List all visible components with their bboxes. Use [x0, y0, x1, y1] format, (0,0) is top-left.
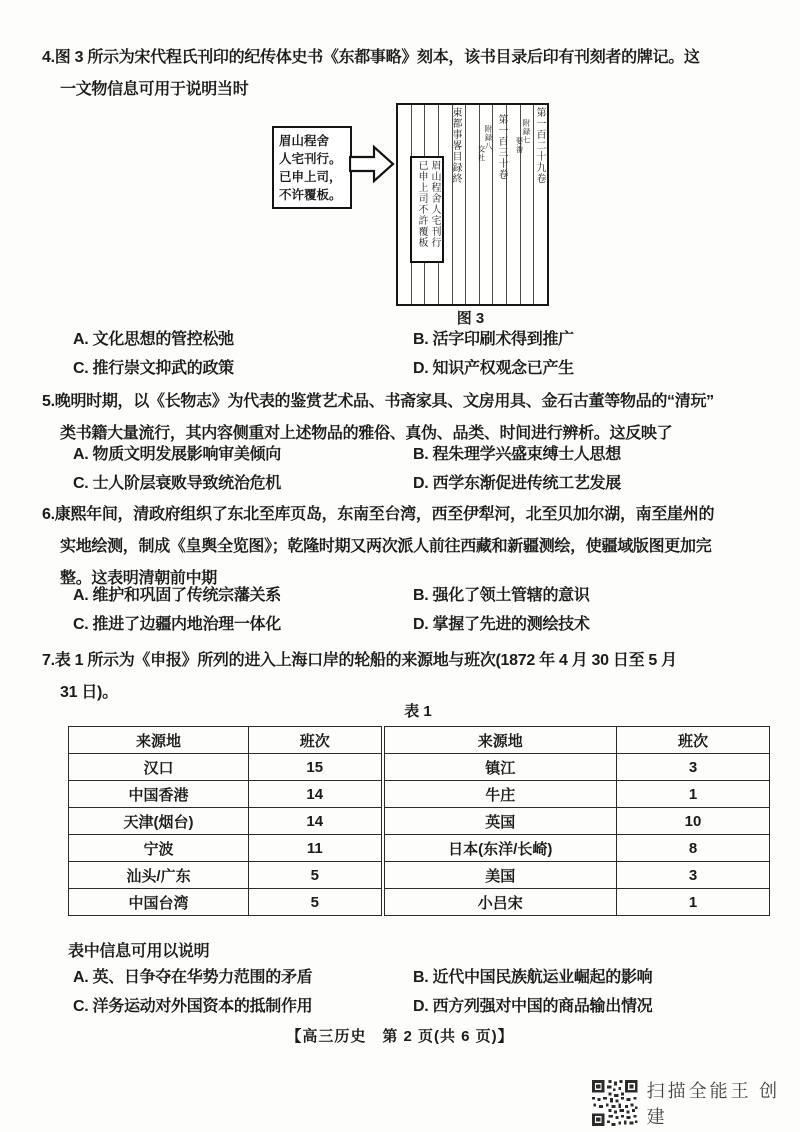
- table-cell: 美国: [383, 862, 617, 889]
- option-b: B. 活字印刷术得到推广: [413, 331, 574, 348]
- table-row: [69, 754, 770, 781]
- stem-line: 实地绘测，制成《皇舆全览图》；乾隆时期又两次派人前往西藏和新疆测绘，使疆域版图更加完: [60, 538, 712, 555]
- publisher-seal-box: [410, 156, 444, 263]
- option-c: C. 洋务运动对外国资本的抵制作用: [73, 998, 313, 1015]
- watermark-text: 扫描全能王 创建: [646, 1081, 781, 1127]
- table-cell: 11: [249, 835, 383, 862]
- figure-3: [265, 100, 565, 330]
- table-cell: 5: [249, 889, 383, 916]
- table-cell: 汕头/广东: [69, 862, 249, 889]
- table-cell: 天津(烟台): [69, 808, 249, 835]
- table-cell: 小吕宋: [383, 889, 617, 916]
- table-cell: 汉口: [69, 754, 249, 781]
- book-column-note: 交社: [477, 145, 486, 162]
- table-cell: 镇江: [383, 754, 617, 781]
- option-a: A. 英、日争夺在华势力范围的矛盾: [73, 969, 313, 986]
- table-header-cell: 来源地: [69, 727, 249, 754]
- figure-caption: 图 3: [456, 310, 485, 327]
- table-cell: 中国台湾: [69, 889, 249, 916]
- table-cell: 宁波: [69, 835, 249, 862]
- callout-line: 人宅刊行。: [279, 152, 342, 166]
- book-column-note: 附録八: [484, 125, 493, 151]
- page-footer: 【高三历史 第 2 页(共 6 页)】: [286, 1028, 514, 1045]
- stem-line: 7.表 1 所示为《申报》所列的进入上海口岸的轮船的来源地与班次(1872 年 4 月 30 日至 5 月: [42, 652, 677, 669]
- book-column-note: 附録七: [522, 119, 531, 145]
- table-cell: 14: [249, 781, 383, 808]
- qr-code-icon: [592, 1080, 638, 1126]
- table-cell: 1: [617, 781, 770, 808]
- option-c: C. 推进了边疆内地治理一体化: [73, 616, 281, 633]
- table-header-cell: 来源地: [383, 727, 617, 754]
- table-header-cell: 班次: [249, 727, 383, 754]
- callout-line: 已申上司，: [279, 170, 342, 184]
- question-5-options: [73, 444, 621, 494]
- book-column-text: 東都事畧目録終: [450, 107, 461, 184]
- option-a: A. 文化思想的管控松弛: [73, 331, 234, 348]
- table-cell: 英国: [383, 808, 617, 835]
- question-4-options: [73, 329, 574, 379]
- block-arrow-right-icon: [349, 144, 395, 189]
- stem-line: 6.康熙年间，清政府组织了东北至库页岛，东南至台湾，西至伊犁河，北至贝加尔湖，南至崖州的: [42, 506, 715, 523]
- table-cell: 中国香港: [69, 781, 249, 808]
- table-cell: 5: [249, 862, 383, 889]
- book-column-text: 第一百三十卷: [496, 114, 507, 180]
- table-cell: 10: [617, 808, 770, 835]
- question-4-stem: [42, 42, 700, 106]
- question-6-options: [73, 585, 590, 635]
- table-cell: 8: [617, 835, 770, 862]
- table-cell: 3: [617, 754, 770, 781]
- table-cell: 15: [249, 754, 383, 781]
- option-b: B. 强化了领土管辖的意识: [413, 587, 590, 604]
- table-row: [69, 862, 770, 889]
- scanner-watermark: [592, 1077, 800, 1129]
- woodblock-book-page: [396, 103, 549, 306]
- ship-schedule-table: [68, 726, 770, 916]
- table-row: [69, 781, 770, 808]
- book-column-text: 第一百二十九卷: [534, 107, 545, 184]
- option-d: D. 西学东渐促进传统工艺发展: [413, 475, 621, 492]
- option-a: A. 物质文明发展影响审美倾向: [73, 446, 281, 463]
- table-cell: 日本(东洋/长崎): [383, 835, 617, 862]
- stem-line: 整。这表明清朝前中期: [60, 570, 218, 587]
- stem-line: 5.晚明时期，以《长物志》为代表的鉴赏艺术品、书斋家具、文房用具、金石古董等物品的“清玩”: [42, 393, 714, 410]
- table-note: 表中信息可用以说明: [68, 943, 210, 960]
- table-cell: 14: [249, 808, 383, 835]
- table-cell: 3: [617, 862, 770, 889]
- callout-line: 眉山程舍: [279, 134, 330, 148]
- stem-line: 4.图 3 所示为宋代程氏刊印的纪传体史书《东都事略》刻本，该书目录后印有刊刻者的牌记。这: [42, 49, 700, 66]
- stem-line: 31 日)。: [60, 684, 118, 701]
- callout-line: 不许覆板。: [279, 188, 342, 202]
- table-label: 表 1: [404, 703, 432, 720]
- seal-line: 眉山程舍人宅刊行: [429, 160, 440, 248]
- option-c: C. 士人阶层衰败导致统治危机: [73, 475, 281, 492]
- publisher-note-callout: [272, 126, 352, 209]
- table-row: [69, 889, 770, 916]
- table-row: [69, 835, 770, 862]
- book-column-note: 要畨: [515, 137, 524, 154]
- option-d: D. 掌握了先进的测绘技术: [413, 616, 590, 633]
- seal-line: 已申上司不許覆板: [416, 160, 427, 248]
- stem-line: 一文物信息可用于说明当时: [60, 81, 249, 98]
- option-d: D. 西方列强对中国的商品输出情况: [413, 998, 653, 1015]
- stem-line: 类书籍大量流行，其内容侧重对上述物品的雅俗、真伪、品类、时间进行辨析。这反映了: [60, 425, 673, 442]
- option-b: B. 程朱理学兴盛束缚士人思想: [413, 446, 621, 463]
- table-header-row: [69, 727, 770, 754]
- option-a: A. 维护和巩固了传统宗藩关系: [73, 587, 281, 604]
- table-row: [69, 808, 770, 835]
- option-d: D. 知识产权观念已产生: [413, 360, 574, 377]
- table-header-cell: 班次: [617, 727, 770, 754]
- option-c: C. 推行崇文抑武的政策: [73, 360, 234, 377]
- question-6-stem: [42, 499, 714, 595]
- table-cell: 牛庄: [383, 781, 617, 808]
- option-b: B. 近代中国民族航运业崛起的影响: [413, 969, 653, 986]
- question-7-options: [73, 967, 652, 1017]
- table-cell: 1: [617, 889, 770, 916]
- question-5-stem: [42, 386, 714, 450]
